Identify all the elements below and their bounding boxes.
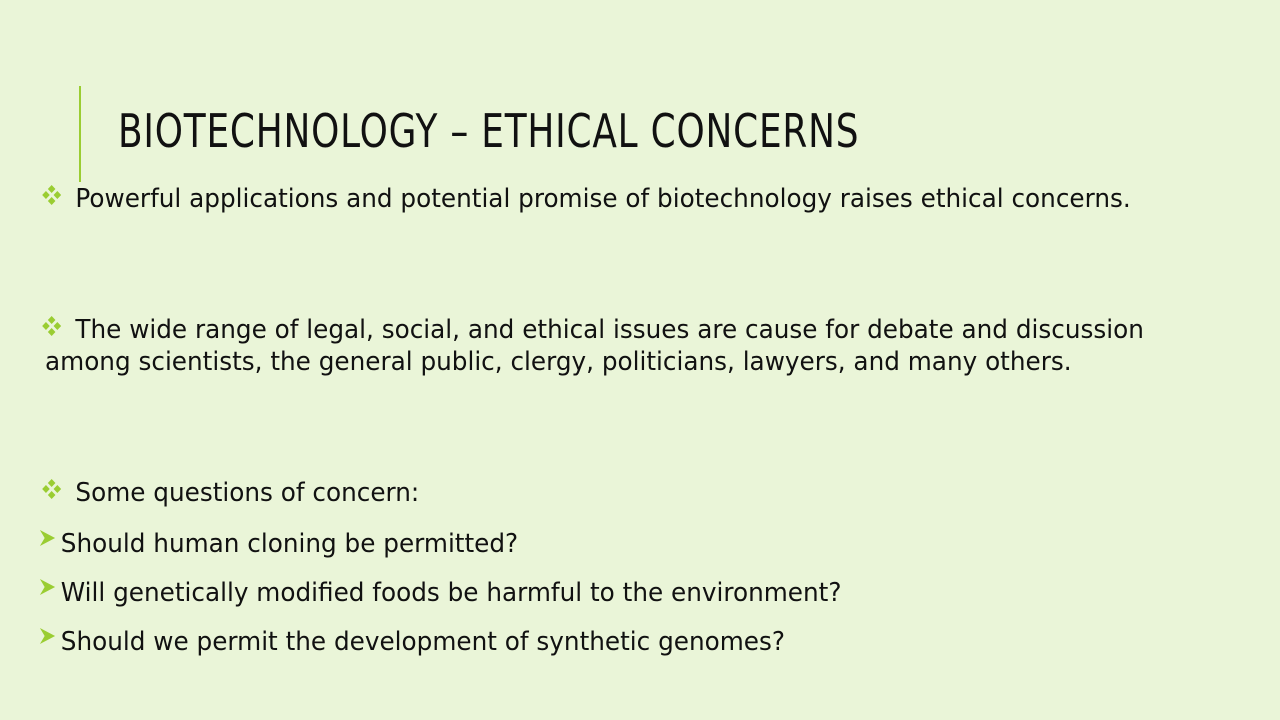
four-diamond-icon (37, 473, 66, 504)
bullet-text-2: The wide range of legal, social, and ethical issues are cause for debate and discussion among scientists, the general public, clergy, politicians, lawyers, and many others. (45, 315, 1144, 377)
bullet-item-3 (45, 478, 1166, 510)
arrowhead-icon (38, 574, 61, 605)
title-accent-line (79, 86, 81, 182)
bullet-text-3: Some questions of concern: (75, 478, 420, 508)
bullet-item-1 (45, 184, 1166, 216)
question-item-3 (38, 627, 785, 658)
four-diamond-icon (37, 179, 66, 210)
question-item-2 (38, 578, 841, 609)
question-text-3: Should we permit the development of synthetic genomes? (60, 627, 785, 657)
question-item-1 (38, 529, 518, 560)
arrowhead-icon (38, 623, 61, 654)
bullet-item-2 (45, 315, 1166, 378)
question-text-1: Should human cloning be permitted? (60, 529, 519, 559)
four-diamond-icon (37, 310, 66, 341)
slide-title: BIOTECHNOLOGY – ETHICAL CONCERNS (118, 104, 860, 158)
arrowhead-icon (38, 525, 61, 556)
question-text-2: Will genetically modified foods be harmful to the environment? (60, 578, 842, 608)
bullet-text-1: Powerful applications and potential promise of biotechnology raises ethical concerns. (75, 184, 1131, 214)
